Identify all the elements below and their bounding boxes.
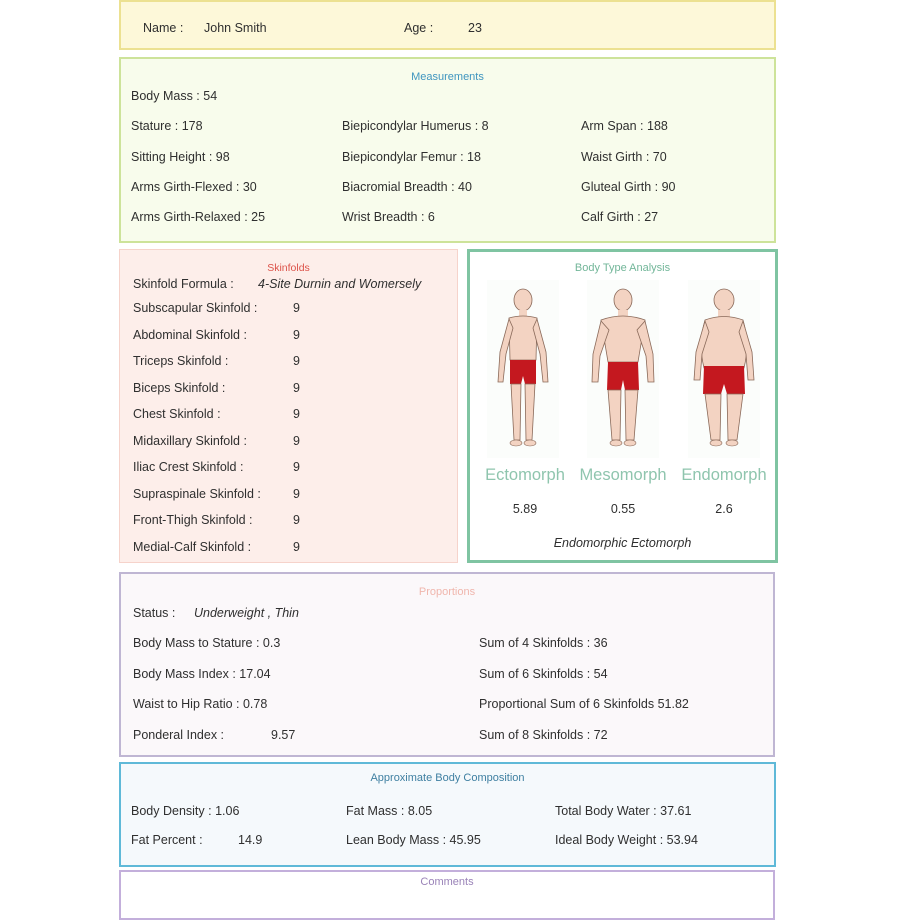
ideal-body-weight: Ideal Body Weight : 53.94 [555, 833, 698, 847]
ponderal-index-value: 9.57 [271, 728, 296, 742]
mesomorph-figure [587, 280, 659, 458]
skinfold-value: 9 [293, 487, 300, 501]
mesomorph-label: Mesomorph [579, 466, 667, 484]
biepicondylar-femur: Biepicondylar Femur : 18 [342, 150, 481, 164]
skinfold-label: Biceps Skinfold : [133, 381, 226, 395]
proportional-sum-6-skinfolds: Proportional Sum of 6 Skinfolds 51.82 [479, 697, 689, 711]
body-type-section [467, 249, 778, 563]
wrist-breadth: Wrist Breadth : 6 [342, 210, 435, 224]
skinfold-formula-value: 4-Site Durnin and Womersely [258, 277, 422, 291]
stature: Stature : 178 [131, 119, 203, 133]
ectomorph-figure [487, 280, 559, 458]
skinfold-value: 9 [293, 513, 300, 527]
skinfold-value: 9 [293, 328, 300, 342]
arm-girth-relaxed: Arms Girth-Relaxed : 25 [131, 210, 266, 224]
fat-percent-label: Fat Percent : [131, 833, 203, 847]
body-composition-title: Approximate Body Composition [370, 772, 525, 784]
body-mass-index: Body Mass Index : 17.04 [133, 667, 271, 681]
name-label: Name : [143, 21, 184, 35]
sitting-height: Sitting Height : 98 [131, 150, 230, 164]
skinfolds-section [119, 249, 458, 563]
skinfold-value: 9 [293, 381, 300, 395]
biepicondylar-humerus: Biepicondylar Humerus : 8 [342, 119, 489, 133]
endomorph-label: Endomorph [681, 466, 767, 484]
body-mass: Body Mass : 54 [131, 89, 218, 103]
skinfold-formula-label: Skinfold Formula : [133, 277, 234, 291]
biacromial-breadth: Biacromial Breadth : 40 [342, 180, 472, 194]
arm-girth-flexed: Arms Girth-Flexed : 30 [131, 180, 257, 194]
comments-title: Comments [420, 876, 474, 888]
fat-percent-value: 14.9 [238, 833, 263, 847]
body-type-title: Body Type Analysis [574, 262, 671, 274]
body-density: Body Density : 1.06 [131, 804, 240, 818]
waist-girth: Waist Girth : 70 [581, 150, 667, 164]
skinfold-value: 9 [293, 407, 300, 421]
total-body-water: Total Body Water : 37.61 [555, 804, 692, 818]
endomorph-body-icon [688, 280, 760, 458]
skinfold-label: Supraspinale Skinfold : [133, 487, 261, 501]
status-label: Status : [133, 606, 176, 620]
skinfold-value: 9 [293, 434, 300, 448]
proportions-title: Proportions [418, 586, 476, 598]
gluteal-girth: Gluteal Girth : 90 [581, 180, 676, 194]
calf-girth: Calf Girth : 27 [581, 210, 659, 224]
skinfold-value: 9 [293, 354, 300, 368]
fat-mass: Fat Mass : 8.05 [346, 804, 433, 818]
endomorph-value: 2.6 [715, 502, 733, 516]
ectomorph-label: Ectomorph [485, 466, 565, 484]
skinfold-label: Front-Thigh Skinfold : [133, 513, 253, 527]
waist-to-hip-ratio: Waist to Hip Ratio : 0.78 [133, 697, 268, 711]
body-composition-section [119, 762, 776, 867]
ectomorph-value: 5.89 [512, 502, 538, 516]
measurements-section [119, 57, 776, 243]
skinfold-value: 9 [293, 540, 300, 554]
sum-6-skinfolds: Sum of 6 Skinfolds : 54 [479, 667, 608, 681]
age-label: Age : [404, 21, 434, 35]
status-value: Underweight , Thin [194, 606, 299, 620]
skinfold-label: Abdominal Skinfold : [133, 328, 247, 342]
arm-span: Arm Span : 188 [581, 119, 668, 133]
measurements-title: Measurements [411, 71, 484, 83]
skinfold-label: Subscapular Skinfold : [133, 301, 258, 315]
somatotype-result: Endomorphic Ectomorph [553, 536, 692, 550]
name-value: John Smith [204, 21, 267, 35]
skinfold-label: Iliac Crest Skinfold : [133, 460, 244, 474]
age-value: 23 [468, 21, 482, 35]
comments-section [119, 870, 775, 920]
skinfold-label: Midaxillary Skinfold : [133, 434, 247, 448]
ectomorph-body-icon [487, 280, 559, 458]
skinfold-label: Medial-Calf Skinfold : [133, 540, 252, 554]
client-header [119, 0, 776, 50]
skinfold-value: 9 [293, 301, 300, 315]
skinfold-label: Chest Skinfold : [133, 407, 221, 421]
skinfold-label: Triceps Skinfold : [133, 354, 229, 368]
body-mass-to-stature: Body Mass to Stature : 0.3 [133, 636, 281, 650]
ponderal-index-label: Ponderal Index : [133, 728, 225, 742]
skinfold-value: 9 [293, 460, 300, 474]
mesomorph-value: 0.55 [610, 502, 636, 516]
skinfolds-title: Skinfolds [267, 262, 310, 274]
sum-8-skinfolds: Sum of 8 Skinfolds : 72 [479, 728, 608, 742]
proportions-section [119, 572, 775, 757]
endomorph-figure [688, 280, 760, 458]
mesomorph-body-icon [587, 280, 659, 458]
lean-body-mass: Lean Body Mass : 45.95 [346, 833, 481, 847]
sum-4-skinfolds: Sum of 4 Skinfolds : 36 [479, 636, 608, 650]
